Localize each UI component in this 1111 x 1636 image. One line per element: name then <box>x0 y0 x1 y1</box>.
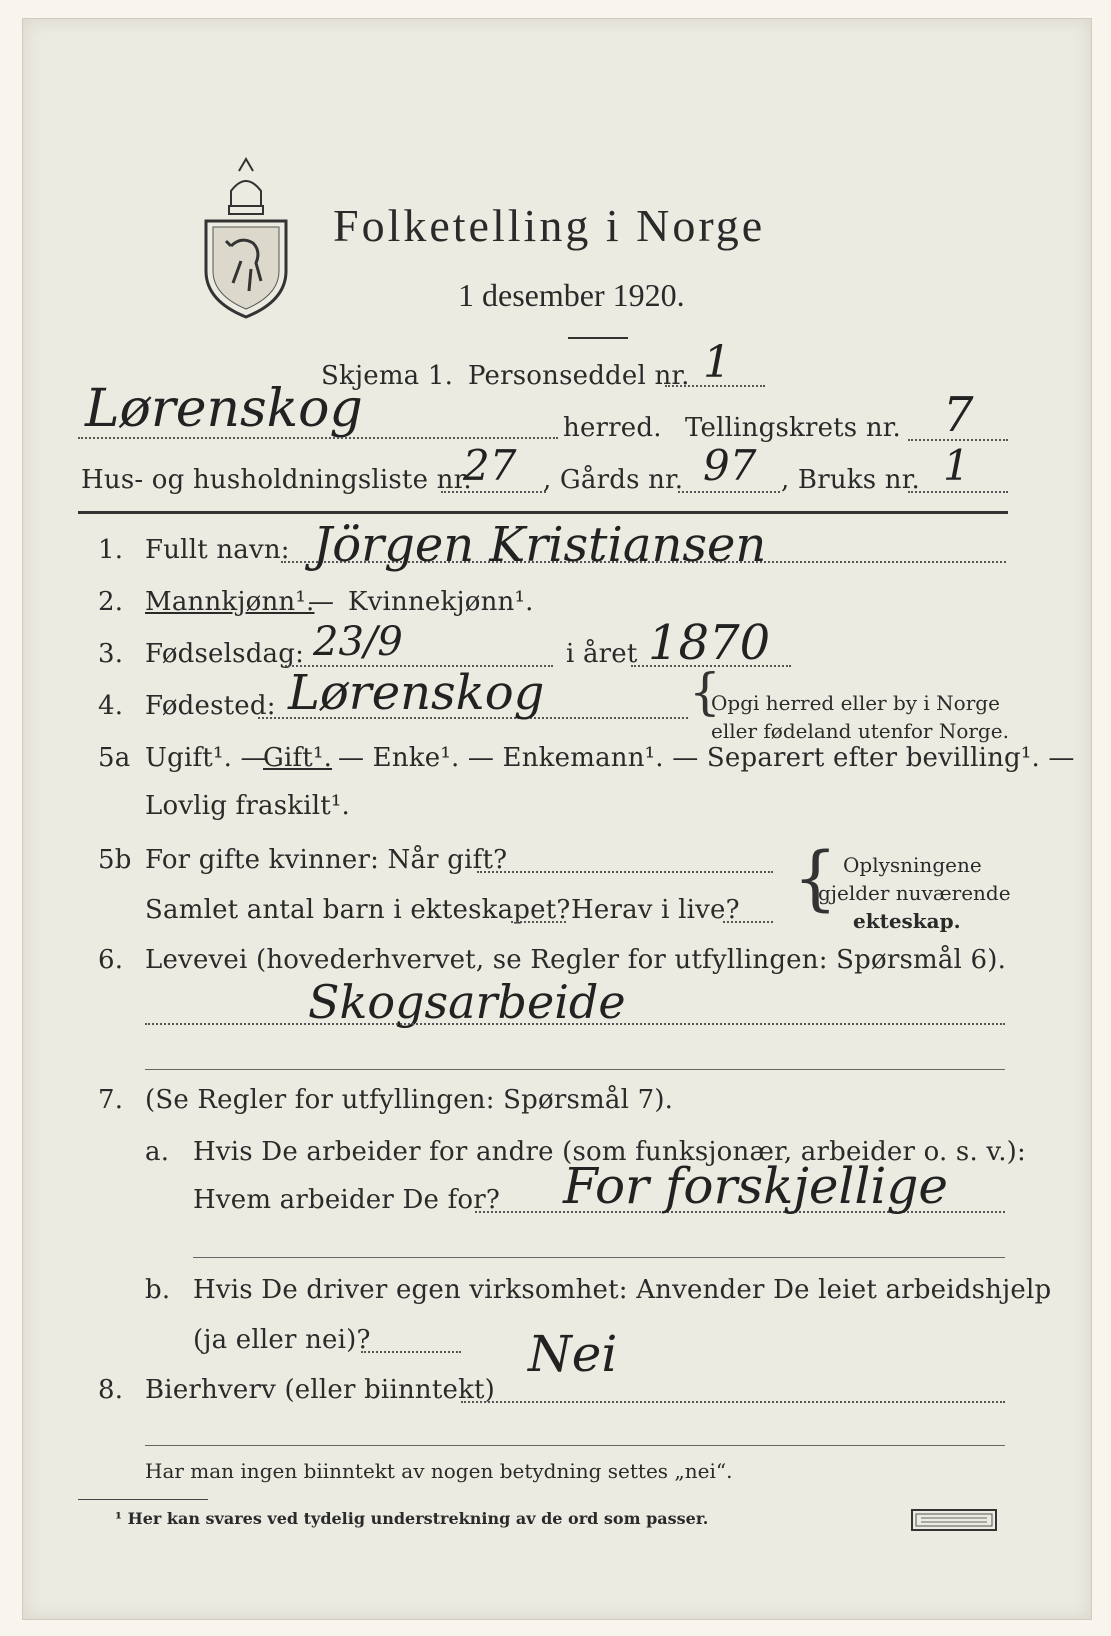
q8-label: Bierhverv (eller biinntekt) <box>145 1375 496 1405</box>
form-title: Folketelling i Norge <box>333 200 766 251</box>
q6-value: Skogsarbeide <box>308 975 626 1029</box>
q7a-line1: Hvis De arbeider for andre (som funksjonær, arbeider o. s. v.): <box>193 1137 1026 1167</box>
footnote: ¹ Her kan svares ved tydelig understrekning av de ord som passer. <box>115 1509 709 1528</box>
q7b-line1: Hvis De driver egen virksomhet: Anvender De leiet arbeidshjelp <box>193 1275 1052 1305</box>
q1-label: Fullt navn: <box>145 535 290 565</box>
q8-number: 8. <box>98 1375 124 1405</box>
q5b-note-2: gjelder nuværende <box>818 881 1011 905</box>
q2-kvinnekjonn: Kvinnekjønn¹. <box>348 587 534 617</box>
skjema-label: Skjema 1. <box>321 361 454 391</box>
q6-number: 6. <box>98 945 124 975</box>
q4-note-2: eller fødeland utenfor Norge. <box>711 719 1009 743</box>
q7a-letter: a. <box>145 1137 170 1167</box>
footnote-divider <box>78 1499 208 1500</box>
bruks-line <box>908 491 1008 493</box>
tellingskrets-label: Tellingskrets nr. <box>685 413 901 443</box>
q5b-number: 5b <box>98 845 132 875</box>
personseddel-value: 1 <box>703 337 731 388</box>
gards-label: , Gårds nr. <box>543 465 684 495</box>
q1-number: 1. <box>98 535 124 565</box>
q8-value: Nei <box>528 1325 618 1383</box>
q5b-brace: { <box>793 837 838 919</box>
q2-dash: — <box>308 587 335 617</box>
title-divider <box>568 337 628 339</box>
q5a-ugift: Ugift¹. — <box>145 743 267 773</box>
q5a-fraskilt: Lovlig fraskilt¹. <box>145 791 350 821</box>
q7a-line3 <box>193 1257 1005 1258</box>
q5b-note-3: ekteskap. <box>853 909 961 933</box>
q5b-line1: For gifte kvinner: Når gift? <box>145 845 508 875</box>
q5a-number: 5a <box>98 743 131 773</box>
q3-label: Fødselsdag: <box>145 639 305 669</box>
q7b-letter: b. <box>145 1275 171 1305</box>
q5b-line2a: Samlet antal barn i ekteskapet? <box>145 895 571 925</box>
q7a-value: For forskjellige <box>563 1157 948 1215</box>
q1-value: Jörgen Kristiansen <box>313 517 767 573</box>
q7-number: 7. <box>98 1085 124 1115</box>
bruks-label: , Bruks nr. <box>781 465 920 495</box>
q8-line <box>461 1401 1005 1403</box>
hus-line <box>441 491 546 493</box>
coat-of-arms-icon <box>201 151 291 321</box>
q4-label: Fødested: <box>145 691 276 721</box>
q4-note-1: Opgi herred eller by i Norge <box>711 691 1000 715</box>
hus-value: 27 <box>463 441 517 490</box>
hus-label: Hus- og husholdningsliste nr. <box>81 465 472 495</box>
q5b-note-1: Oplysningene <box>843 853 982 877</box>
q3-year-label: i året <box>566 639 638 669</box>
herred-value: Lørenskog <box>85 379 363 439</box>
q7-label: (Se Regler for utfyllingen: Spørsmål 7). <box>145 1085 674 1115</box>
herred-line <box>78 437 558 439</box>
q2-mannkjonn: Mannkjønn¹. <box>145 587 315 617</box>
biinntekt-note: Har man ingen biinntekt av nogen betydning settes „nei“. <box>145 1459 733 1483</box>
q5b-line2b-dots <box>723 921 773 923</box>
q5b-line2b: Herav i live? <box>571 895 740 925</box>
q2-number: 2. <box>98 587 124 617</box>
q7b-line2-dots <box>361 1351 461 1353</box>
q6-line-2 <box>145 1069 1005 1070</box>
bruks-value: 1 <box>943 441 970 490</box>
q4-brace: { <box>689 663 721 721</box>
gards-value: 97 <box>703 441 757 490</box>
gards-line <box>678 491 780 493</box>
census-form <box>22 18 1092 1620</box>
q5b-line2a-dots <box>511 921 566 923</box>
herred-label: herred. <box>563 413 662 443</box>
q3-number: 3. <box>98 639 124 669</box>
q5b-line1-dots <box>477 871 773 873</box>
tellingskrets-value: 7 <box>943 387 974 443</box>
census-date: 1 desember 1920. <box>458 277 685 313</box>
q8-line-2 <box>145 1445 1005 1446</box>
q3-year-value: 1870 <box>648 615 771 671</box>
header-divider <box>78 511 1008 514</box>
q6-label: Levevei (hovederhvervet, se Regler for utfyllingen: Spørsmål 6). <box>145 945 1007 975</box>
personseddel-label: Personseddel nr. <box>468 361 690 391</box>
q4-number: 4. <box>98 691 124 721</box>
q4-value: Lørenskog <box>288 665 545 721</box>
q6-line-1 <box>145 1023 1005 1025</box>
q7b-line2: (ja eller nei)? <box>193 1325 371 1355</box>
q7a-line2: Hvem arbeider De for? <box>193 1185 501 1215</box>
printer-stamp-icon <box>911 1509 997 1531</box>
q3-value: 23/9 <box>313 619 403 665</box>
q5a-gift: Gift¹. <box>263 743 333 773</box>
q5a-options: — Enke¹. — Enkemann¹. — Separert efter bevilling¹. — <box>338 743 1075 773</box>
